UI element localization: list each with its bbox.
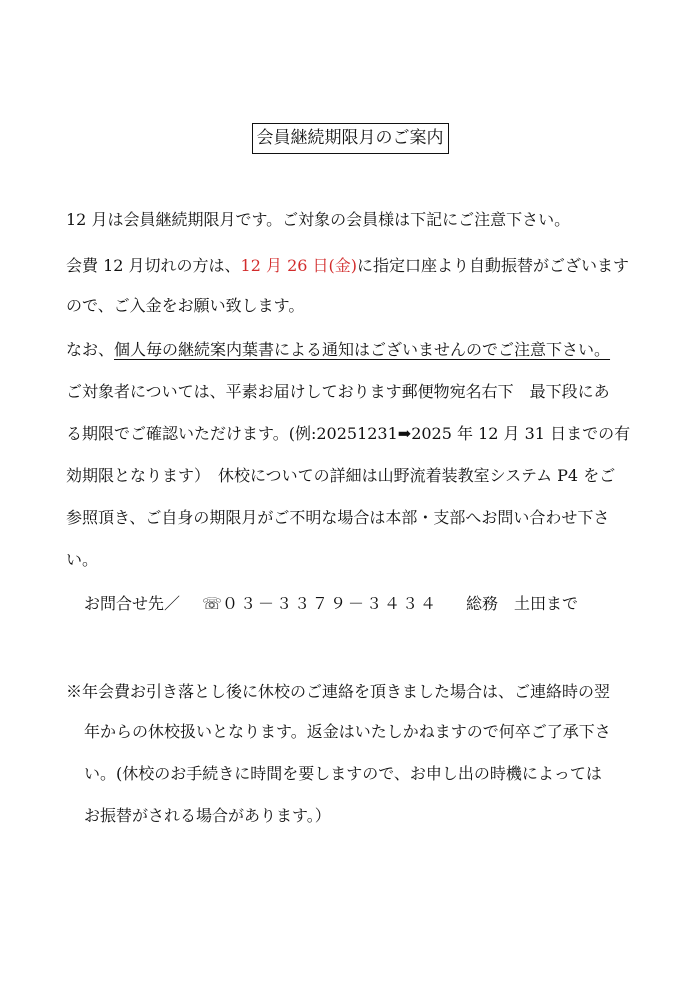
- paragraph-2-text-before: 会費 12 月切れの方は、: [66, 256, 241, 275]
- underlined-notice: 個人毎の継続案内葉書による通知はございませんのでご注意下さい。: [114, 340, 611, 359]
- note-line-1: ※年会費お引き落とし後に休校のご連絡を頂きました場合は、ご連絡時の翌: [66, 682, 611, 701]
- document-title: 会員継続期限月のご案内: [252, 123, 449, 154]
- contact-label: お問合せ先／: [84, 594, 181, 613]
- paragraph-4-line-1: ご対象者については、平素お届けしております郵便物宛名右下 最下段にあ: [66, 382, 610, 401]
- paragraph-4-line-2: る期限でご確認いただけます。(例:20251231➡2025 年 12 月 31 日までの有: [66, 424, 631, 443]
- contact-line: [84, 593, 578, 615]
- transfer-date: 12 月 26 日(金): [240, 256, 358, 275]
- paragraph-3-line-1: [66, 339, 610, 361]
- paragraph-1-line-1: 12 月は会員継続期限月です。ご対象の会員様は下記にご注意下さい。: [66, 210, 571, 229]
- note-line-3: い。(休校のお手続きに時間を要しますので、お申し出の時機によっては: [84, 764, 602, 783]
- paragraph-3-text-before: なお、: [66, 340, 115, 359]
- paragraph-4-line-3: 効期限となります） 休校についての詳細は山野流着装教室システム P4 をご: [66, 466, 616, 485]
- paragraph-2-line-1: [66, 255, 629, 277]
- phone-icon: ☏: [202, 594, 223, 613]
- paragraph-4-line-4: 参照頂き、ご自身の期限月がご不明な場合は本部・支部へお問い合わせ下さ: [66, 508, 610, 527]
- paragraph-4-line-5: い。: [66, 550, 99, 569]
- note-line-2: 年からの休校扱いとなります。返金はいたしかねますので何卒ご了承下さ: [84, 722, 611, 741]
- contact-phone: ０３－３３７９－３４３４: [222, 594, 439, 613]
- contact-department: 総務 土田まで: [466, 594, 579, 613]
- note-line-4: お振替がされる場合があります。）: [84, 806, 331, 825]
- paragraph-2-line-2: ので、ご入金をお願い致します。: [66, 296, 305, 315]
- title-container: [0, 123, 700, 154]
- paragraph-2-text-after: に指定口座より自動振替がございます: [357, 256, 630, 275]
